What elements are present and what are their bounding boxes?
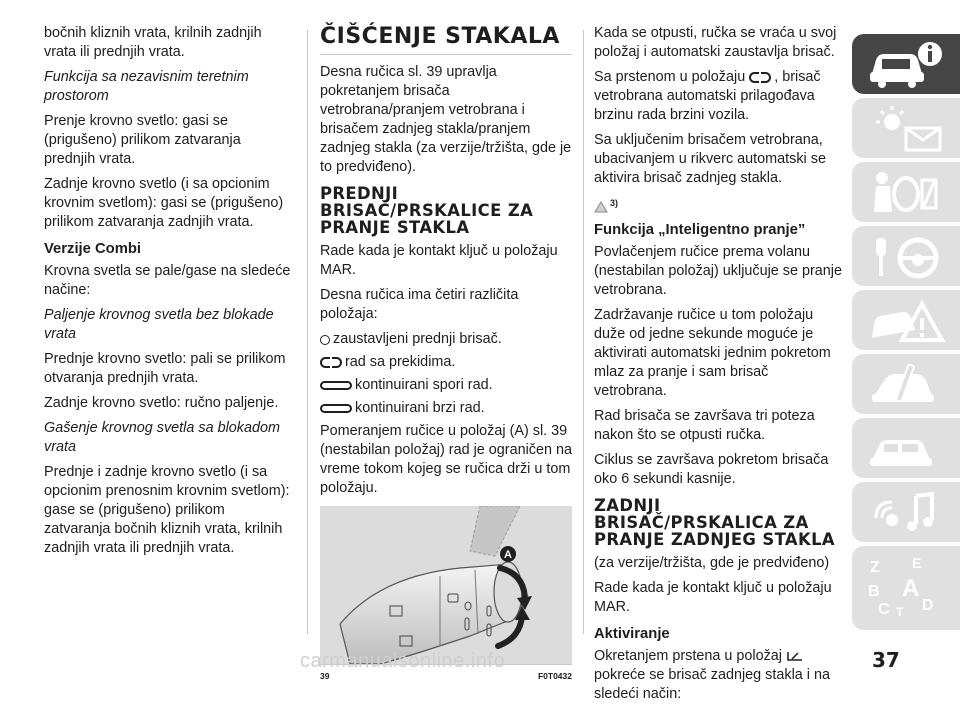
section-title: ČIŠĆENJE STAKALA (320, 24, 572, 55)
warning-triangle-icon (594, 201, 608, 213)
wiper-stalk-illustration (320, 506, 572, 664)
figure-number: 39 (320, 671, 330, 681)
paragraph: Okretanjem prstena u položaj pokreće se brisač zadnjeg stakla i na sledeći način: (594, 648, 830, 702)
paragraph: bočnih kliznih vrata, krilnih zadnjih vrata ili prednjih vrata. (44, 25, 262, 60)
subheading-italic: Gašenje krovnog svetla sa blokadom vrata (44, 420, 280, 455)
svg-text:E: E (912, 555, 922, 571)
paragraph: Zadnje krovno svetlo (i sa opcionim krovnim svetlom): gasi se (prigušeno) prilikom zatvaranja zadnjih vrata. (44, 176, 284, 230)
lights-message-icon (866, 104, 946, 152)
tab-safety[interactable] (852, 162, 960, 222)
page-number: 37 (872, 648, 900, 672)
svg-text:D: D (922, 597, 934, 614)
position-label: rad sa prekidima. (345, 354, 456, 370)
subheading-combi: Verzije Combi (44, 241, 142, 257)
column-divider (307, 30, 308, 634)
subheading-activation: Aktiviranje (594, 626, 670, 642)
figure-wiper-stalk (320, 506, 572, 665)
technical-data-icon (866, 424, 946, 472)
section-heading-rear-wiper: ZADNJI BRISAČ/PRSKALICA ZA PRANJE ZADNJEG STAKLA (594, 496, 836, 549)
section-heading-front-wiper: PREDNJI BRISAČ/PRSKALICE ZA PRANJE STAKLA (320, 184, 534, 237)
circle-off-symbol-icon (320, 335, 330, 345)
svg-text:A: A (902, 575, 920, 602)
fast-continuous-symbol-icon (320, 404, 352, 413)
tab-starting-driving[interactable] (852, 226, 960, 286)
paragraph: Zadnje krovno svetlo: ručno paljenje. (44, 395, 279, 411)
paragraph: Pomeranjem ručice u položaj (A) sl. 39 (nestabilan položaj) rad je ograničen na vreme tokom kojeg se ručica drži u tom položaju. (320, 423, 572, 496)
paragraph: Kada se otpusti, ručka se vraća u svoj položaj i automatski zaustavlja brisač. (594, 25, 837, 60)
paragraph: Prednje krovno svetlo: pali se prilikom otvaranja prednjih vrata. (44, 351, 286, 386)
position-label: kontinuirani brzi rad. (355, 400, 485, 416)
warning-note: 3) (594, 194, 844, 213)
paragraph: Rade kada je kontakt ključ u položaju MAR. (320, 243, 558, 278)
svg-text:B: B (868, 583, 880, 600)
svg-text:Z: Z (870, 559, 880, 576)
tab-emergency[interactable] (852, 290, 960, 350)
subheading-italic: Paljenje krovnog svetla bez blokade vrata (44, 307, 274, 342)
paragraph: Povlačenjem ručice prema volanu (nestabilan položaj) uključuje se pranje vetrobrana. (594, 244, 842, 298)
column-divider (583, 30, 584, 634)
left-column (44, 24, 294, 564)
key-steering-icon (866, 232, 946, 280)
paragraph: Ciklus se završava pokretom brisača oko 6 sekundi kasnije. (594, 452, 829, 487)
right-column (594, 24, 844, 710)
paragraph: Krovna svetla se pale/gase na sledeće načine: (44, 263, 291, 298)
position-item (320, 399, 572, 418)
callout-a-label: A (504, 549, 512, 561)
position-label: zaustavljeni prednji brisač. (333, 331, 502, 347)
tab-index[interactable] (852, 546, 960, 630)
position-label: kontinuirani spori rad. (355, 377, 493, 393)
paragraph: Zadržavanje ručice u tom položaju duže od jedne sekunde moguće je aktivirati automatski jednim pokretom mlaz za pranje i sam brisač vetrobrana. (594, 307, 831, 399)
paragraph: Rad brisača se završava tri poteza nakon što se otpusti ručka. (594, 408, 815, 443)
paragraph: Prednje i zadnje krovno svetlo (i sa opcionim prenosnim krovnim svetlom): gase se (prigušeno) prilikom zatvaranja bočnih kliznih vrata, krilnih zadnjih vrata ili prednjih vrata. (44, 464, 290, 556)
position-item (320, 353, 572, 372)
svg-text:C: C (878, 601, 890, 618)
tab-multimedia[interactable] (852, 482, 960, 542)
subheading-italic: Funkcija sa nezavisnim teretnim prostorom (44, 69, 249, 104)
paragraph: (za verzije/tržišta, gde je predviđeno) (594, 555, 830, 571)
airbag-safety-icon (866, 168, 946, 216)
subheading-intelligent-wash: Funkcija „Inteligentno pranje” (594, 222, 806, 238)
paragraph: Desna ručica sl. 39 upravlja pokretanjem brisača vetrobrana/pranjem vetrobrana i brisačem zadnjeg stakla/pranjem zadnjeg stakla (za verzije/tržišta, gde je to predviđeno). (320, 64, 572, 175)
position-item (320, 330, 572, 349)
tab-lights-messages[interactable] (852, 98, 960, 158)
paragraph: Prenje krovno svetlo: gasi se (prigušeno) prilikom zatvaranja prednjih vrata. (44, 113, 241, 167)
tab-technical-data[interactable] (852, 418, 960, 478)
middle-column (320, 24, 572, 681)
paragraph: Sa prstenom u položaju , brisač vetrobrana automatski prilagođava brzinu rada brzini vozila. (594, 69, 821, 123)
position-item (320, 376, 572, 395)
index-alphabet-icon (866, 552, 946, 624)
tab-car-info[interactable] (852, 34, 960, 94)
breakdown-warning-icon (866, 296, 946, 344)
intermittent-symbol-icon (320, 357, 342, 368)
maintenance-tools-icon (866, 360, 946, 408)
rear-wiper-symbol-icon (786, 650, 804, 662)
paragraph: Rade kada je kontakt ključ u položaju MAR. (594, 580, 832, 615)
multimedia-icon (866, 488, 946, 536)
svg-text:T: T (896, 605, 904, 619)
tab-maintenance[interactable] (852, 354, 960, 414)
paragraph: Desna ručica ima četiri različita položaja: (320, 287, 519, 322)
watermark: carmanualsonline.info (300, 650, 506, 672)
figure-code: F0T0432 (537, 671, 572, 681)
intermittent-symbol-icon (749, 72, 771, 83)
car-info-icon (866, 40, 946, 88)
slow-continuous-symbol-icon (320, 381, 352, 390)
paragraph: Sa uključenim brisačem vetrobrana, ubacivanjem u rikverc automatski se aktivira brisač zadnjeg stakla. (594, 132, 826, 186)
